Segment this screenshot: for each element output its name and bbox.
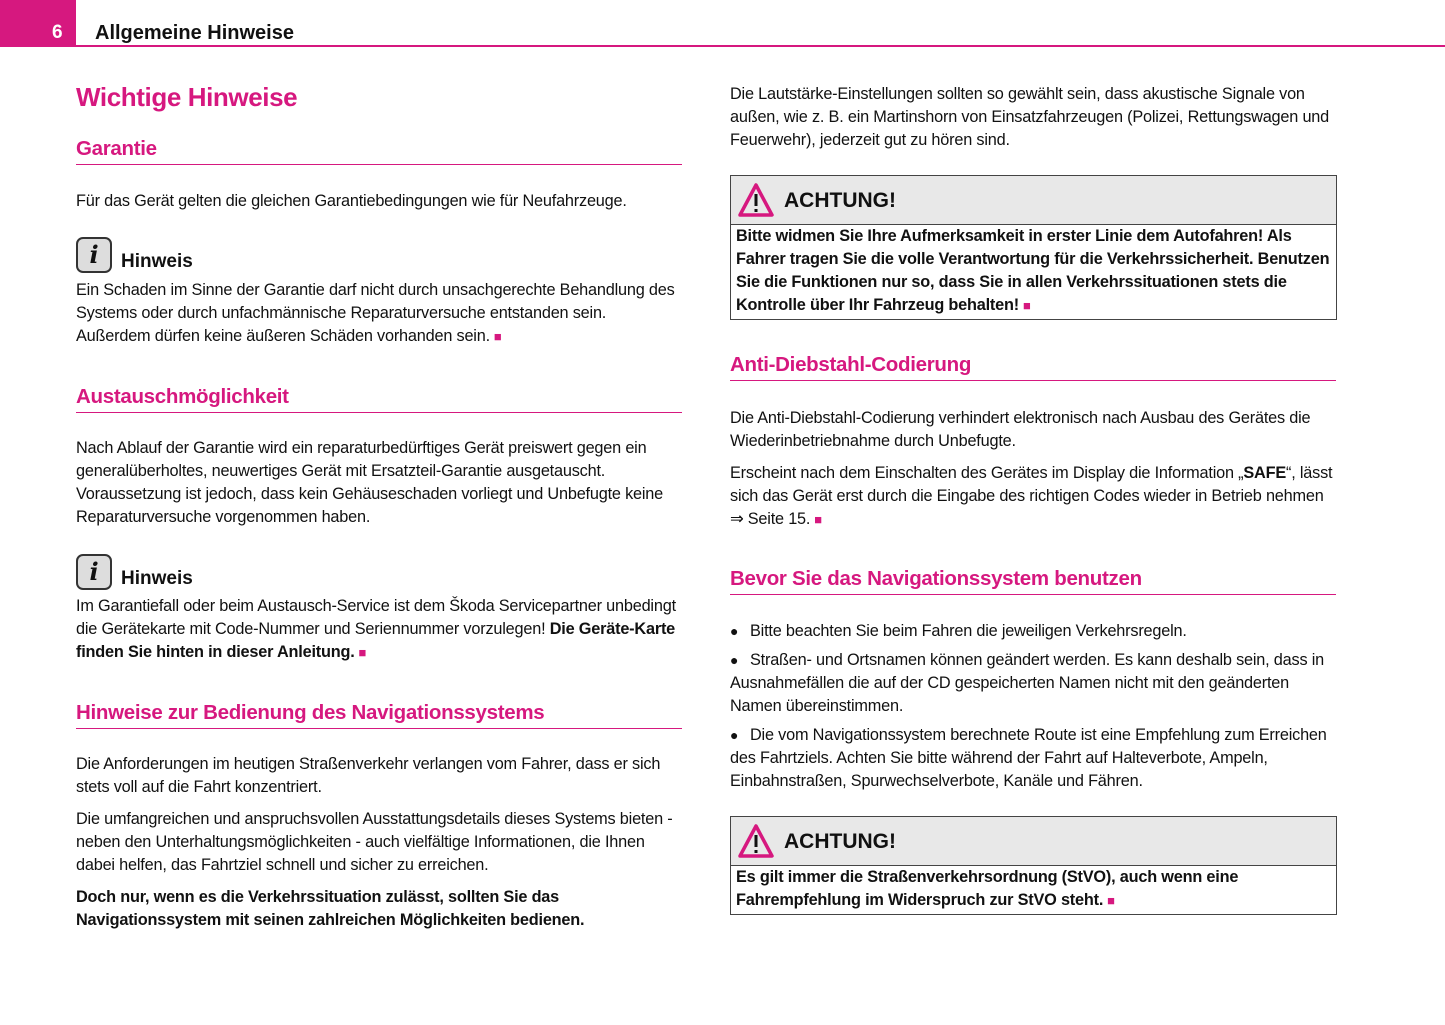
- note-austausch: [76, 554, 276, 590]
- heading-bedienung: Hinweise zur Bedienung des Navigationssystems: [76, 701, 682, 729]
- note-label: Hinweis: [121, 568, 193, 589]
- paragraph: Die umfangreichen und anspruchsvollen Ausstattungsdetails dieses Systems bieten - neben den Unterhaltungsmöglichkeiten - auch vielfältige Informationen, die Ihnen dabei helfen, das Fahrtziel schnell und sicher zu erreichen.: [76, 810, 673, 874]
- end-marker: ■: [493, 329, 502, 344]
- bullet-icon: ●: [730, 623, 739, 639]
- list-item: [730, 649, 1336, 718]
- bullet-icon: ●: [730, 652, 739, 668]
- list-item-text: Bitte beachten Sie beim Fahren die jeweiligen Verkehrsregeln.: [750, 622, 1187, 640]
- warning-text: Bitte widmen Sie Ihre Aufmerksamkeit in erster Linie dem Autofahren! Als Fahrer tragen Sie die volle Verantwortung für die Verkehrssicherheit. Benutzen Sie die Funktionen nur so, dass Sie in allen Verkehrssituationen stets die Kontrolle über Ihr Fahrzeug behalten!: [736, 227, 1330, 314]
- bevor-list: [730, 620, 1336, 799]
- diebstahl-text: [730, 407, 1336, 540]
- list-item-text: Die vom Navigationssystem berechnete Route ist eine Empfehlung zum Erreichen des Fahrtziels. Achten Sie bitte während der Fahrt auf Halteverbote, Ampeln, Einbahnstraßen, Spurwechselverbote, Kanäle und Fähren.: [730, 726, 1327, 790]
- warning-text: Es gilt immer die Straßenverkehrsordnung (StVO), auch wenn eine Fahrempfehlung im Widerspruch zur StVO steht.: [736, 868, 1239, 909]
- paragraph: Für das Gerät gelten die gleichen Garantiebedingungen wie für Neufahrzeuge.: [76, 192, 627, 210]
- paragraph-bold: Doch nur, wenn es die Verkehrssituation zulässt, sollten Sie das Navigationssystem mit seinen zahlreichen Möglichkeiten bedienen.: [76, 888, 585, 929]
- header-rule: [76, 45, 1445, 47]
- list-item: [730, 620, 1336, 643]
- text: “, lässt sich das Gerät erst durch die Eingabe des richtigen Codes wieder in Betrieb nehmen ⇒ Seite 15.: [730, 464, 1333, 528]
- paragraph: Nach Ablauf der Garantie wird ein reparaturbedürftiges Gerät preiswert gegen ein generalüberholtes, neuwertiges Gerät mit Ersatzteil-Garantie ausgetauscht. Voraussetzung ist jedoch, dass kein Gehäuseschaden vorliegt und Unbefugte keine Reparaturversuche vorgenommen haben.: [76, 439, 664, 526]
- austausch-text: [76, 437, 682, 538]
- warning-box-2: [730, 816, 1337, 915]
- warning-header: [731, 817, 1336, 866]
- heading-austausch: Austauschmöglichkeit: [76, 385, 682, 413]
- warning-label: ACHTUNG!: [784, 189, 896, 212]
- end-marker: ■: [814, 512, 822, 527]
- section-header-title: Allgemeine Hinweise: [95, 22, 294, 44]
- warning-triangle-icon: [737, 182, 775, 218]
- heading-bevor: Bevor Sie das Navigationssystem benutzen: [730, 567, 1336, 595]
- paragraph: Die Lautstärke-Einstellungen sollten so gewählt sein, dass akustische Signale von außen, wie z. B. ein Martinshorn von Einsatzfahrzeugen (Polizei, Rettungswagen und Feuerwehr), jederzeit gut zu hören sind.: [730, 85, 1330, 149]
- bullet-icon: ●: [730, 727, 739, 743]
- end-marker: ■: [1107, 893, 1115, 908]
- safe-code-text: SAFE: [1243, 464, 1286, 482]
- page-title: Wichtige Hinweise: [76, 82, 298, 112]
- heading-garantie: Garantie: [76, 137, 682, 165]
- note-garantie-text: [76, 279, 682, 357]
- bold-text: Die Geräte-Karte finden Sie hinten in dieser Anleitung.: [76, 620, 676, 661]
- note-austausch-text: [76, 595, 682, 673]
- paragraph: Die Anti-Diebstahl-Codierung verhindert elektronisch nach Ausbau des Gerätes die Wiederinbetriebnahme durch Unbefugte.: [730, 409, 1311, 450]
- paragraph: Die Anforderungen im heutigen Straßenverkehr verlangen vom Fahrer, dass er sich stets voll auf die Fahrt konzentriert.: [76, 755, 661, 796]
- list-item: [730, 724, 1336, 793]
- warning-header: [731, 176, 1336, 225]
- paragraph: Ein Schaden im Sinne der Garantie darf nicht durch unsachgerechte Behandlung des Systems oder durch unfachmännische Reparaturversuche entstanden sein. Außerdem dürfen keine äußeren Schäden vorhanden sein.: [76, 281, 675, 345]
- note-label: Hinweis: [121, 251, 193, 272]
- bedienung-text: [76, 753, 682, 941]
- intro-text: [730, 83, 1336, 161]
- end-marker: ■: [358, 645, 367, 660]
- warning-triangle-icon: [737, 823, 775, 859]
- end-marker: ■: [1022, 298, 1031, 313]
- info-icon: i: [76, 554, 112, 590]
- warning-box-1: [730, 175, 1337, 320]
- page-number-box: [0, 0, 76, 47]
- heading-diebstahl: Anti-Diebstahl-Codierung: [730, 353, 1336, 381]
- info-icon: i: [76, 237, 112, 273]
- paragraph: Im Garantiefall oder beim Austausch-Service ist dem Škoda Servicepartner unbedingt die Gerätekarte mit Code-Nummer und Seriennummer vorzulegen!: [76, 597, 676, 638]
- page-number: 6: [52, 22, 63, 43]
- garantie-text: [76, 190, 682, 222]
- list-item-text: Straßen- und Ortsnamen können geändert werden. Es kann deshalb sein, dass in Ausnahmefällen die auf der CD gespeicherten Namen nicht mit den geänderten Namen übereinstimmen.: [730, 651, 1324, 715]
- text: Erscheint nach dem Einschalten des Gerätes im Display die Information „: [730, 464, 1244, 482]
- warning-label: ACHTUNG!: [784, 830, 896, 853]
- note-garantie: [76, 237, 276, 273]
